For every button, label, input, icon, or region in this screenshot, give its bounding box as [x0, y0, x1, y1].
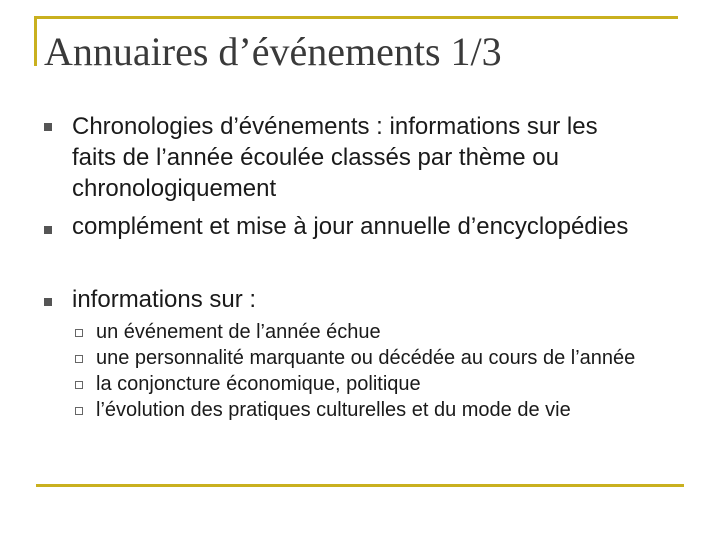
sub-bullet-text: la conjoncture économique, politique: [96, 373, 421, 395]
bottom-rule: [36, 484, 684, 487]
square-bullet-icon: [44, 298, 52, 306]
square-bullet-icon: [44, 226, 52, 234]
bullet-text-line: faits de l’année écoulée classés par thème ou: [72, 144, 559, 171]
sub-bullet-text: l’évolution des pratiques culturelles et du mode de vie: [96, 399, 571, 421]
hollow-square-bullet-icon: [75, 381, 83, 389]
bullet-text-line: complément et mise à jour annuelle d’encyclopédies: [72, 213, 629, 240]
hollow-square-bullet-icon: [75, 355, 83, 363]
bullet-text-line: Chronologies d’événements : informations sur les: [72, 113, 598, 140]
sub-bullet-text: un événement de l’année échue: [96, 321, 381, 343]
bullet-text-line: chronologiquement: [72, 175, 277, 202]
sub-bullet-text: une personnalité marquante ou décédée au cours de l’année: [96, 347, 636, 369]
hollow-square-bullet-icon: [75, 329, 83, 337]
hollow-square-bullet-icon: [75, 407, 83, 415]
slide-title: Annuaires d’événements 1/3: [44, 29, 502, 74]
bullet-text-line: informations sur :: [72, 286, 257, 313]
square-bullet-icon: [44, 123, 52, 131]
